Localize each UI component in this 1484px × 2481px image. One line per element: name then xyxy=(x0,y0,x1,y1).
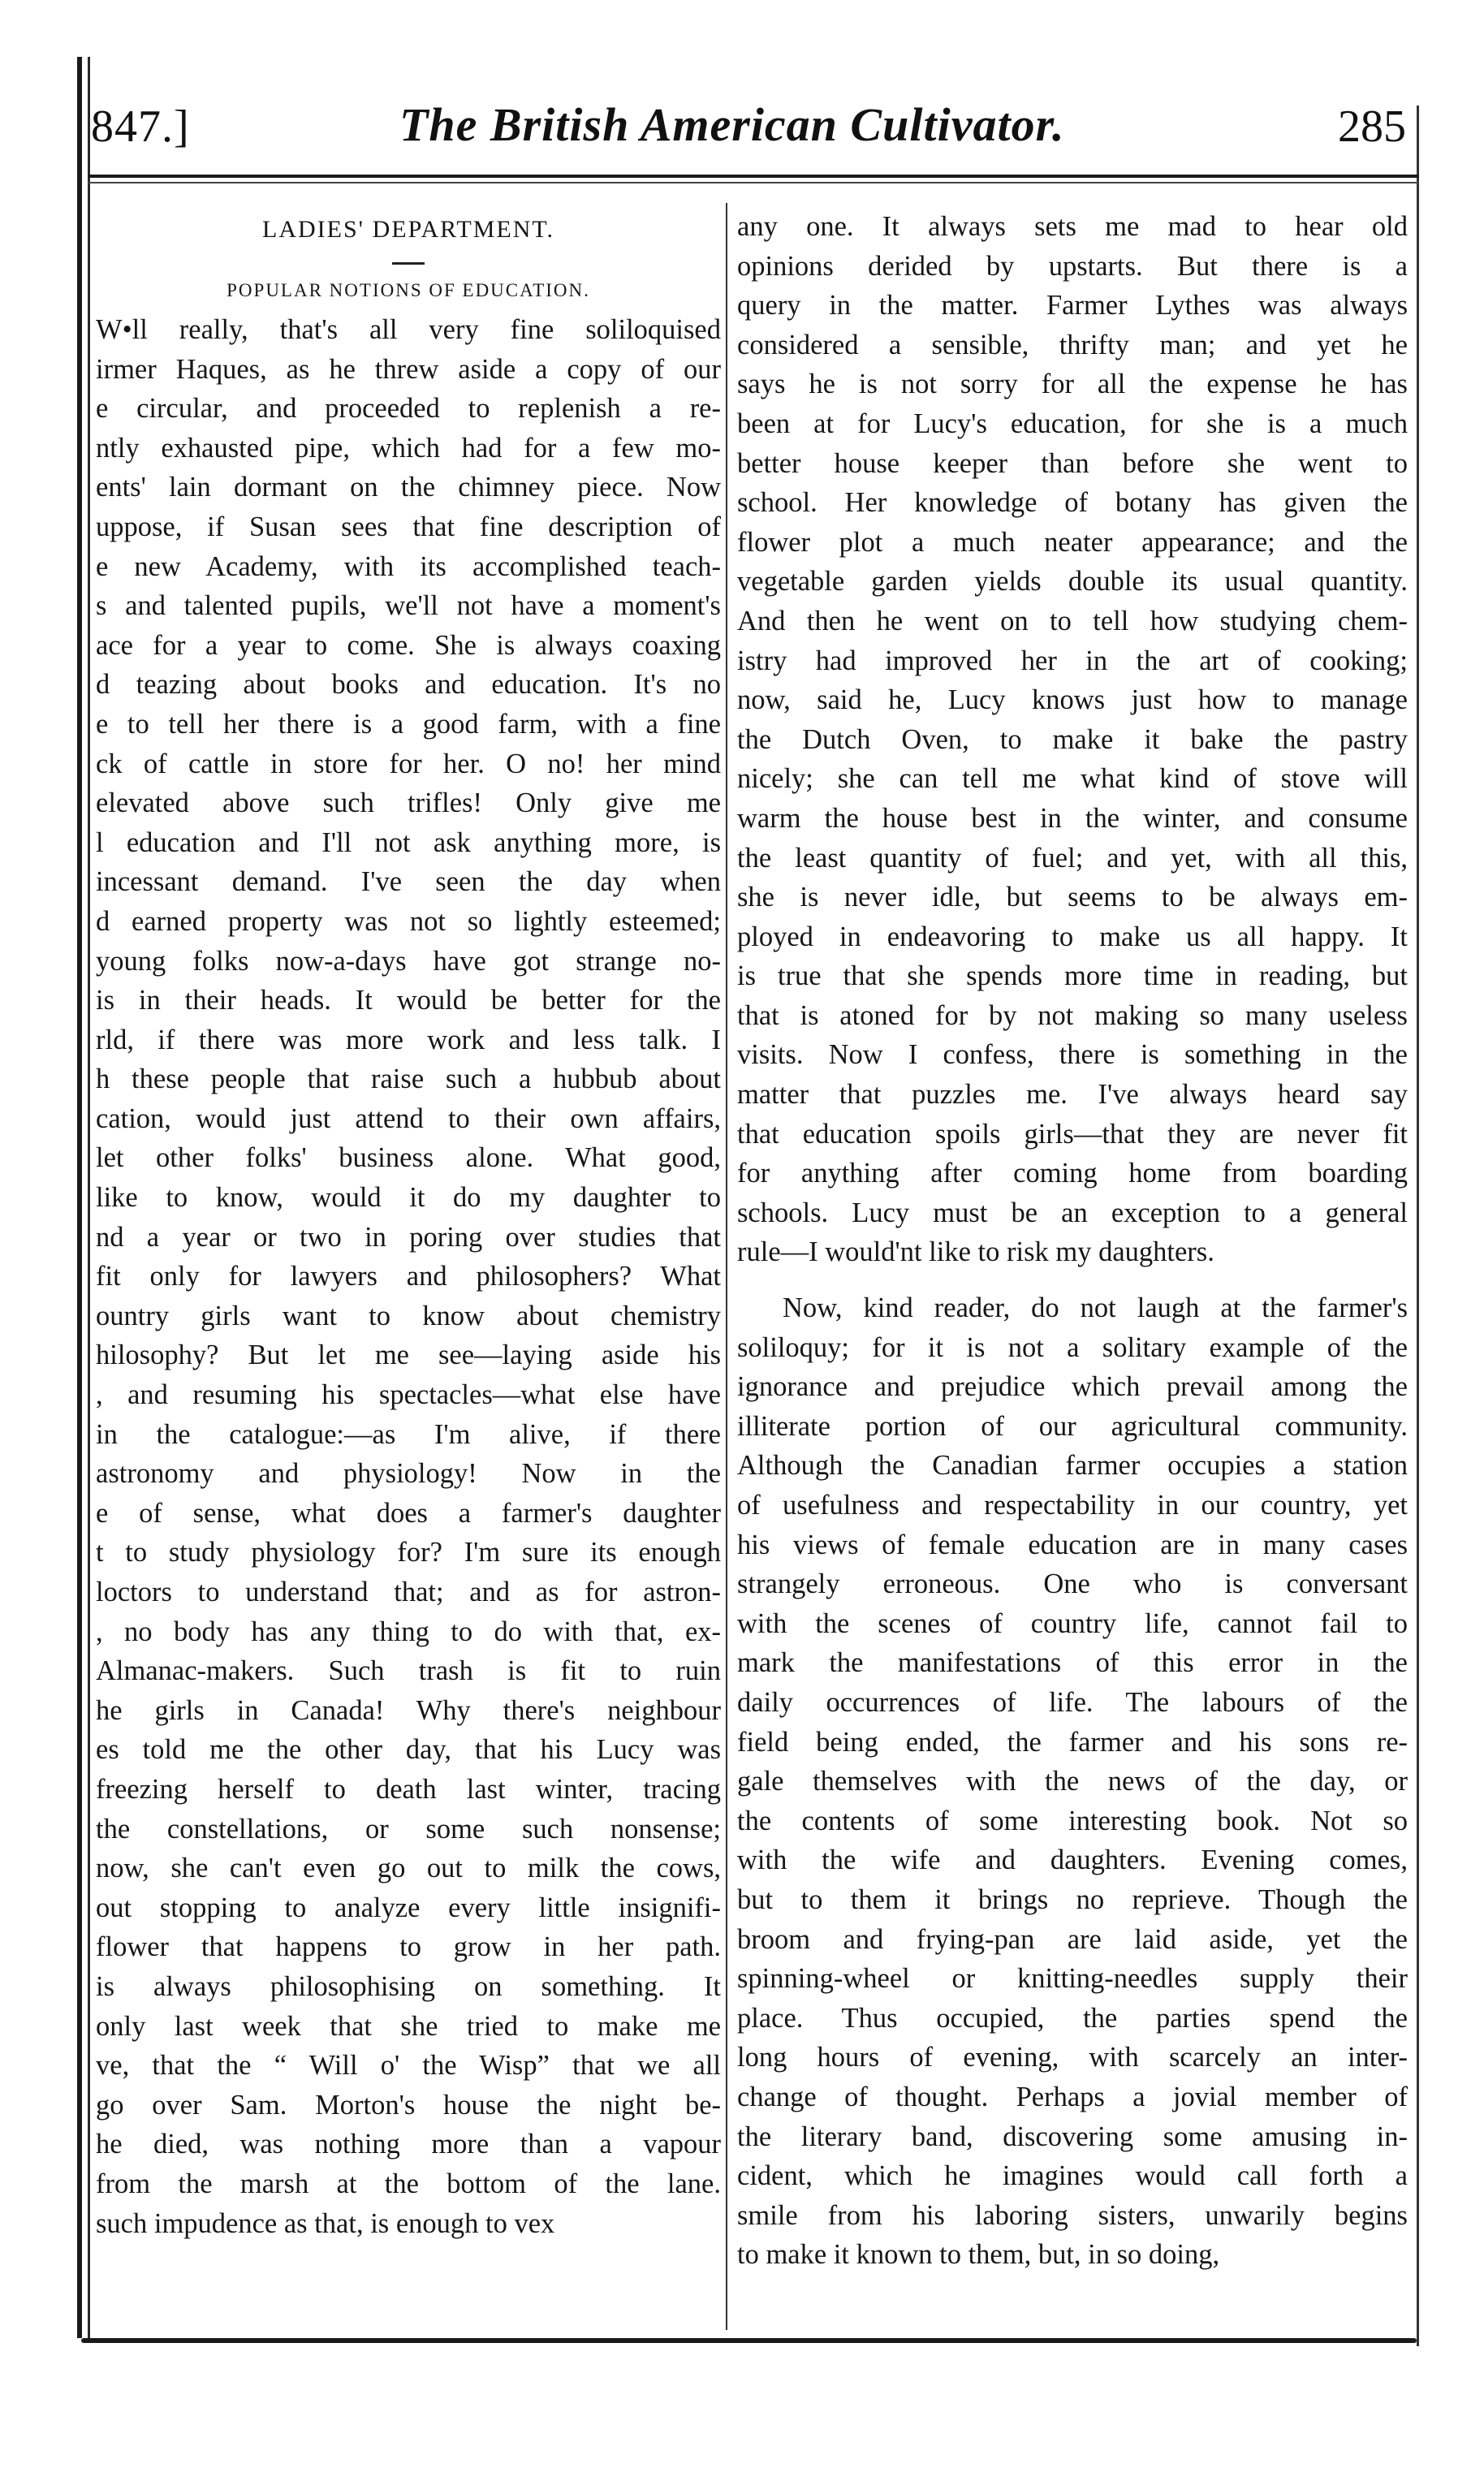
text-line: soliloquy; for it is not a solitary example of the xyxy=(737,1331,1408,1363)
text-line: daily occurrences of life. The labours of the xyxy=(737,1686,1408,1718)
right-paragraph-2 xyxy=(737,1288,1408,2275)
text-line: now, said he, Lucy knows just how to manage xyxy=(737,684,1408,716)
text-line: flower that happens to grow in her path. xyxy=(96,1931,721,1963)
text-line: place. Thus occupied, the parties spend the xyxy=(737,2002,1408,2034)
text-line: that education spoils girls—that they are never fit xyxy=(737,1118,1408,1150)
text-line: incessant demand. I've seen the day when xyxy=(96,866,721,898)
text-line: is in their heads. It would be better for the xyxy=(96,985,721,1016)
text-line: t to study physiology for? I'm sure its enough xyxy=(96,1537,721,1568)
text-line: is true that she spends more time in reading, but xyxy=(737,960,1408,992)
page-border-left xyxy=(77,57,82,2338)
right-paragraph-1 xyxy=(737,207,1408,1272)
page-border-bottom xyxy=(81,2338,1417,2343)
text-line: cation, would just attend to their own affairs, xyxy=(96,1102,721,1134)
text-line: broom and frying-pan are laid aside, yet the xyxy=(737,1923,1408,1955)
text-line: Now, kind reader, do not laugh at the farmer's xyxy=(783,1292,1408,1324)
text-line: h these people that raise such a hubbub about xyxy=(96,1064,721,1095)
text-line: in the catalogue:—as I'm alive, if there xyxy=(96,1418,721,1450)
text-line: s and talented pupils, we'll not have a moment's xyxy=(96,590,721,622)
title-dash xyxy=(392,262,425,265)
text-line: opinions derided by upstarts. But there is a xyxy=(737,250,1408,282)
text-line: nicely; she can tell me what kind of stove will xyxy=(737,763,1408,795)
text-line: the literary band, discovering some amusing in- xyxy=(737,2121,1408,2152)
text-line: W•ll really, that's all very fine soliloquised xyxy=(96,314,721,345)
text-line: flower plot a much neater appearance; and the xyxy=(737,526,1408,558)
text-line: to make it known to them, but, in so doing, xyxy=(737,2239,1220,2271)
text-line: ace for a year to come. She is always coaxing xyxy=(96,629,721,661)
text-line: And then he went on to tell how studying chem- xyxy=(737,605,1408,636)
text-line: illiterate portion of our agricultural community. xyxy=(737,1410,1408,1442)
text-line: ignorance and prejudice which prevail among the xyxy=(737,1371,1408,1403)
page-number: 285 xyxy=(1338,101,1406,152)
text-line: ck of cattle in store for her. O no! her mind xyxy=(96,748,721,779)
text-line: like to know, would it do my daughter to xyxy=(96,1182,721,1214)
text-line: nd a year or two in poring over studies that xyxy=(96,1221,721,1253)
text-line: spinning-wheel or knitting-needles supply their xyxy=(737,1963,1408,1995)
left-paragraph xyxy=(96,310,721,2243)
text-line: says he is not sorry for all the expense he has xyxy=(737,369,1408,400)
page-border-right xyxy=(1417,106,1419,2346)
text-line: go over Sam. Morton's house the night be- xyxy=(96,2089,721,2121)
text-line: now, she can't even go out to milk the cows, xyxy=(96,1853,721,1884)
text-line: query in the matter. Farmer Lythes was always xyxy=(737,290,1408,321)
article-title: POPULAR NOTIONS OF EDUCATION. xyxy=(226,280,590,300)
text-line: that is atoned for by not making so many useless xyxy=(737,999,1408,1031)
text-line: let other folks' business alone. What good, xyxy=(96,1142,721,1174)
text-line: the constellations, or some such nonsense; xyxy=(96,1813,721,1845)
text-line: es told me the other day, that his Lucy was xyxy=(96,1734,721,1766)
text-line: astronomy and physiology! Now in the xyxy=(96,1458,721,1490)
header-year: 847.] xyxy=(91,101,190,152)
text-line: uppose, if Susan sees that fine description of xyxy=(96,511,721,542)
text-line: irmer Haques, as he threw aside a copy of our xyxy=(96,353,721,385)
text-line: hilosophy? But let me see—laying aside his xyxy=(96,1340,721,1371)
text-line: only last week that she tried to make me xyxy=(96,2010,721,2042)
text-line: , and resuming his spectacles—what else have xyxy=(96,1379,721,1411)
text-line: out stopping to analyze every little insignifi- xyxy=(96,1892,721,1923)
text-line: field being ended, the farmer and his sons re- xyxy=(737,1726,1408,1758)
text-line: the contents of some interesting book. Not so xyxy=(737,1805,1408,1836)
text-line: of usefulness and respectability in our country, yet xyxy=(737,1490,1408,1521)
text-line: from the marsh at the bottom of the lane. xyxy=(96,2168,721,2199)
text-line: with the scenes of country life, cannot fail to xyxy=(737,1607,1408,1639)
text-line: matter that puzzles me. I've always heard say xyxy=(737,1079,1408,1111)
text-line: e to tell her there is a good farm, with a fine xyxy=(96,708,721,740)
text-line: such impudence as that, is enough to vex xyxy=(96,2207,555,2239)
publication-title: The British American Cultivator. xyxy=(399,98,1065,151)
text-line: his views of female education are in many cases xyxy=(737,1529,1408,1560)
left-column xyxy=(96,207,721,2243)
text-line: he died, was nothing more than a vapour xyxy=(96,2129,721,2160)
text-line: e circular, and proceeded to replenish a re- xyxy=(96,393,721,425)
text-line: rule—I would'nt like to risk my daughters. xyxy=(737,1236,1214,1268)
text-line: but to them it brings no reprieve. Though the xyxy=(737,1883,1408,1915)
header-rule-thin xyxy=(88,182,1419,183)
text-line: ve, that the “ Will o' the Wisp” that we all xyxy=(96,2050,721,2082)
text-line: elevated above such trifles! Only give me xyxy=(96,787,721,819)
text-line: freezing herself to death last winter, tracing xyxy=(96,1773,721,1805)
text-line: he girls in Canada! Why there's neighbour xyxy=(96,1694,721,1726)
text-line: visits. Now I confess, there is something in the xyxy=(737,1039,1408,1071)
text-line: better house keeper than before she went to xyxy=(737,447,1408,479)
text-line: e of sense, what does a farmer's daughter xyxy=(96,1497,721,1529)
text-line: Although the Canadian farmer occupies a station xyxy=(737,1450,1408,1482)
text-line: is always philosophising on something. It xyxy=(96,1970,721,2002)
header-rule xyxy=(88,175,1419,178)
text-line: ents' lain dormant on the chimney piece. Now xyxy=(96,472,721,503)
text-line: cident, which he imagines would call forth a xyxy=(737,2160,1408,2192)
text-line: loctors to understand that; and as for astron- xyxy=(96,1577,721,1607)
column-divider xyxy=(726,203,727,2330)
text-line: e new Academy, with its accomplished teach- xyxy=(96,550,721,582)
text-line: fit only for lawyers and philosophers? What xyxy=(96,1261,721,1292)
text-line: any one. It always sets me mad to hear old xyxy=(737,211,1408,242)
text-line: been at for Lucy's education, for she is a much xyxy=(737,408,1408,439)
text-line: ntly exhausted pipe, which had for a few mo- xyxy=(96,432,721,464)
right-column xyxy=(737,207,1408,2275)
text-line: with the wife and daughters. Evening comes, xyxy=(737,1845,1408,1876)
section-title: LADIES' DEPARTMENT. xyxy=(262,216,554,243)
text-line: mark the manifestations of this error in the xyxy=(737,1647,1408,1679)
text-line: istry had improved her in the art of cooking; xyxy=(737,645,1408,676)
text-line: schools. Lucy must be an exception to a general xyxy=(737,1197,1408,1228)
text-line: d earned property was not so lightly esteemed; xyxy=(96,905,721,937)
text-line: rld, if there was more work and less talk. I xyxy=(96,1024,721,1055)
text-line: ountry girls want to know about chemistry xyxy=(96,1300,721,1331)
page-border-left-inner xyxy=(88,57,90,2338)
text-line: , no body has any thing to do with that, ex- xyxy=(96,1616,721,1647)
text-line: for anything after coming home from boarding xyxy=(737,1158,1408,1189)
text-line: strangely erroneous. One who is conversant xyxy=(737,1568,1408,1600)
text-line: the least quantity of fuel; and yet, with all this, xyxy=(737,842,1408,874)
text-line: she is never idle, but seems to be always em- xyxy=(737,882,1408,913)
text-line: warm the house best in the winter, and consume xyxy=(737,802,1408,834)
page-header xyxy=(91,97,1414,162)
text-line: Almanac-makers. Such trash is fit to ruin xyxy=(96,1655,721,1687)
text-line: considered a sensible, thrifty man; and yet he xyxy=(737,329,1408,360)
text-line: the Dutch Oven, to make it bake the pastry xyxy=(737,723,1408,755)
text-line: d teazing about books and education. It's no xyxy=(96,669,721,701)
text-line: smile from his laboring sisters, unwarily begins xyxy=(737,2199,1408,2231)
text-line: gale themselves with the news of the day, or xyxy=(737,1766,1408,1797)
text-line: ployed in endeavoring to make us all happy. It xyxy=(737,921,1408,952)
text-line: l education and I'll not ask anything more, is xyxy=(96,826,721,858)
text-line: change of thought. Perhaps a jovial member of xyxy=(737,2081,1408,2112)
text-line: vegetable garden yields double its usual quantity. xyxy=(737,566,1408,598)
text-line: school. Her knowledge of botany has given the xyxy=(737,487,1408,519)
text-line: long hours of evening, with scarcely an inter- xyxy=(737,2042,1408,2073)
text-line: young folks now-a-days have got strange no- xyxy=(96,945,721,977)
